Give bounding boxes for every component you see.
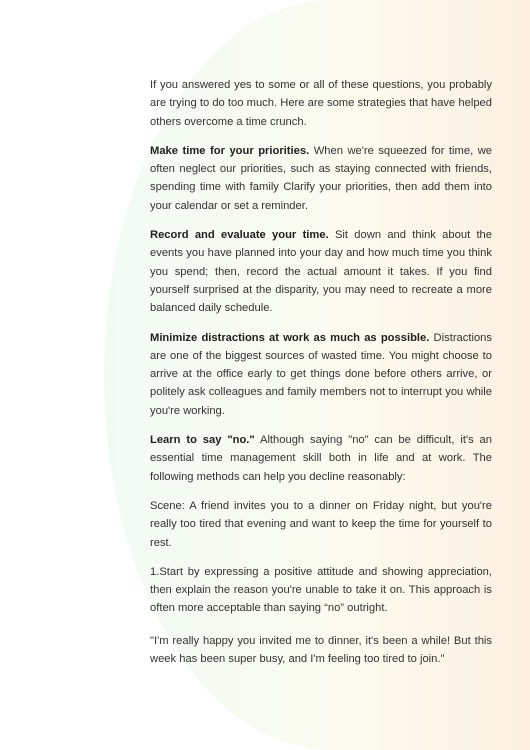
paragraph-text: Sit down and think about the events you have planned into your day and how much time you think you spend; then, record the actual amount it takes. If you find yourself surprised at the disparity, you may need to recreate a more balanced daily schedule. (150, 229, 493, 315)
paragraph-heading: Learn to say "no." (150, 434, 255, 447)
distractions-paragraph (150, 329, 492, 420)
priorities-paragraph (150, 142, 492, 215)
record-time-paragraph (150, 226, 492, 317)
intro-paragraph (150, 76, 492, 131)
method-one-paragraph (150, 563, 492, 618)
paragraph-text: Although saying "no" can be difficult, it's an essential time management skill both in life and at work. The following methods can help you decline reasonably: (150, 434, 492, 483)
example-quote (150, 632, 492, 669)
article-body (150, 76, 492, 679)
paragraph-heading: Make time for your priorities. (150, 144, 310, 157)
paragraph-text: 1.Start by expressing a positive attitude and showing appreciation, then explain the reason you're unable to take it on. This approach is often more acceptable than saying “no” outright. (150, 565, 492, 615)
paragraph-heading: Record and evaluate your time. (150, 229, 329, 242)
paragraph-text: Distractions are one of the biggest sources of wasted time. You might choose to arrive at the office early to get things done before others arrive, or politely ask colleagues and family members not to interrupt you while you're working. (150, 331, 492, 417)
paragraph-text: Scene: A friend invites you to a dinner on Friday night, but you're really too tired that evening and want to keep the time for yourself to rest. (150, 499, 492, 549)
paragraph-text: When we're squeezed for time, we often neglect our priorities, such as staying connected with friends, spending time with family Clarify your priorities, then add them into your calendar or set a reminder. (150, 144, 492, 212)
paragraph-heading: Minimize distractions at work as much as possible. (150, 331, 430, 344)
paragraph-text: "I'm really happy you invited me to dinner, it's been a while! But this week has been super busy, and I'm feeling too tired to join." (150, 634, 492, 666)
say-no-paragraph (150, 431, 492, 486)
paragraph-text: If you answered yes to some or all of these questions, you probably are trying to do too much. Here are some strategies that have helped others overcome a time crunch. (150, 79, 492, 128)
scene-paragraph (150, 497, 492, 552)
